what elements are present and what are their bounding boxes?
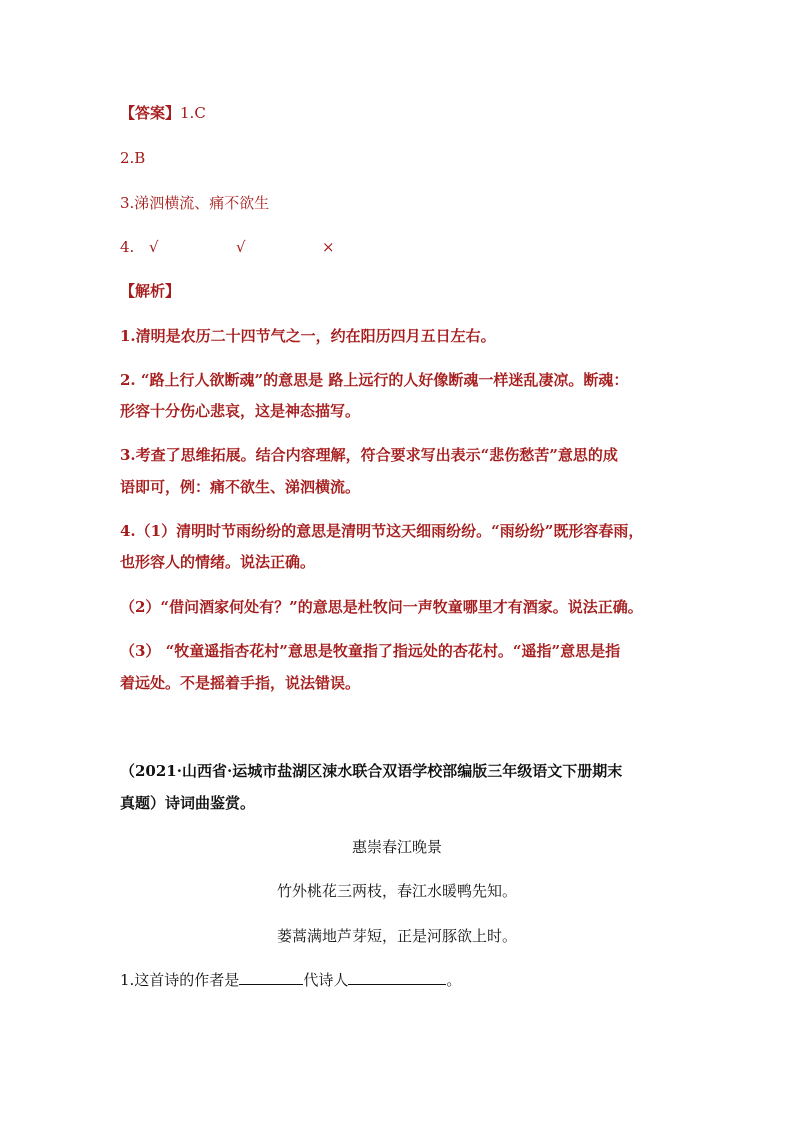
question-intro-line-1: （2021·山西省·运城市盐湖区涑水联合双语学校部编版三年级语文下册期末 <box>120 762 623 780</box>
poet-name-blank[interactable] <box>348 970 446 985</box>
answer-1: 1.C <box>180 104 206 122</box>
analysis-heading: 【解析】 <box>120 282 181 300</box>
answer-4-number: 4. <box>120 238 135 256</box>
analysis-point-2-line-1: 2. “路上行人欲断魂”的意思是 路上远行的人好像断魂一样迷乱凄凉。断魂： <box>120 371 629 389</box>
analysis-point-2-line-2: 形容十分伤心悲哀，这是神态描写。 <box>120 402 361 420</box>
poem-title: 惠崇春江晚景 <box>351 838 442 856</box>
answer-4 <box>120 237 380 257</box>
question-intro-line-2: 真题）诗词曲鉴赏。 <box>120 794 256 812</box>
answer-2: 2.B <box>120 149 146 167</box>
analysis-point-3-line-1: 3.考查了思维拓展。结合内容理解，符合要求写出表示“悲伤愁苦”意思的成 <box>120 446 618 464</box>
analysis-point-4-line-2: 也形容人的情绪。说法正确。 <box>120 553 316 571</box>
answer-line-1 <box>120 103 206 123</box>
poem-line-2: 蒌蒿满地芦芽短，正是河豚欲上时。 <box>276 927 517 945</box>
analysis-point-5: （2）“借问酒家何处有？”的意思是杜牧问一声牧童哪里才有酒家。说法正确。 <box>120 598 643 616</box>
analysis-point-6-line-1: （3） “牧童遥指杏花村”意思是牧童指了指远处的杏花村。“遥指”意思是指 <box>120 642 621 660</box>
analysis-point-4-line-1: 4.（1）清明时节雨纷纷的意思是清明节这天细雨纷纷。“雨纷纷”既形容春雨， <box>120 522 644 540</box>
answer-heading: 【答案】 <box>120 104 181 122</box>
question-1-prefix: 1.这首诗的作者是 <box>120 971 240 989</box>
poem-line-1: 竹外桃花三两枝，春江水暖鸭先知。 <box>276 882 517 900</box>
analysis-point-1: 1.清明是农历二十四节气之一，约在阳历四月五日左右。 <box>120 327 496 345</box>
check-mark-2: √ <box>236 238 246 256</box>
analysis-point-6-line-2: 着远处。不是摇着手指，说法错误。 <box>120 674 361 692</box>
answer-3: 3.涕泗横流、痛不欲生 <box>120 194 270 212</box>
cross-mark: × <box>322 238 335 256</box>
question-1-end: 。 <box>446 971 462 989</box>
check-mark-1: √ <box>149 238 159 256</box>
question-1-middle: 代诗人 <box>303 971 349 989</box>
question-1 <box>120 970 461 990</box>
analysis-point-3-line-2: 语即可，例：痛不欲生、涕泗横流。 <box>120 478 361 496</box>
dynasty-blank[interactable] <box>239 970 303 985</box>
